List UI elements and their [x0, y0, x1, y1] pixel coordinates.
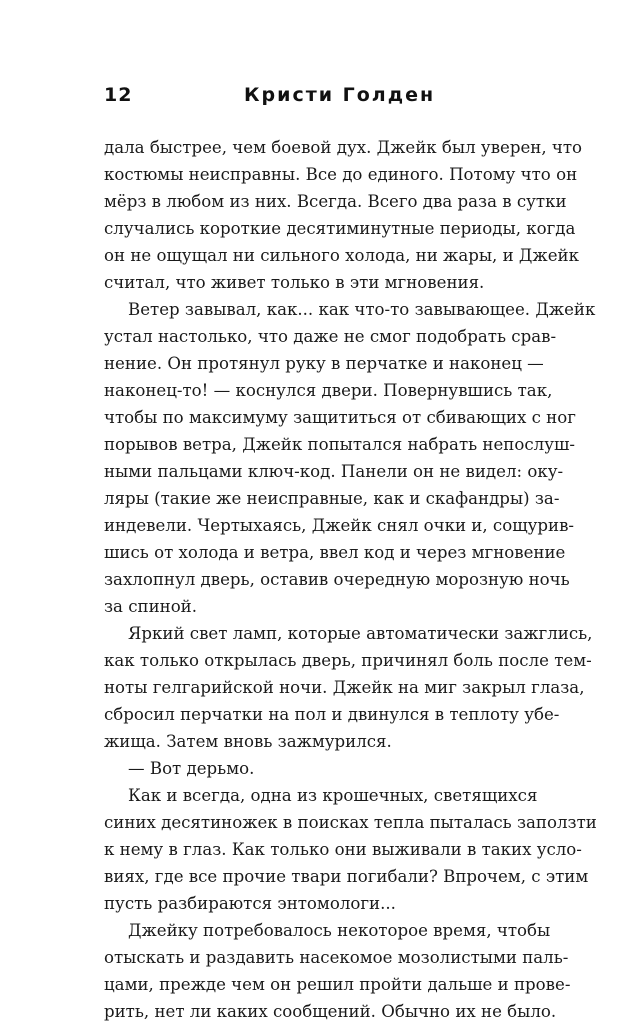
text-line: индевели. Чертыхаясь, Джейк снял очки и, сощурив- — [104, 516, 575, 535]
text-line: устал настолько, что даже не смог подобрать срав- — [104, 327, 557, 346]
paragraph — [104, 620, 593, 755]
text-line: ляры (такие же неисправные, как и скафандры) за- — [104, 489, 560, 508]
page-number: 12 — [104, 84, 133, 106]
text-line: чтобы по максимуму защититься от сбивающих с ног — [104, 408, 576, 427]
text-line: мёрз в любом из них. Всегда. Всего два раза в сутки — [104, 192, 567, 211]
text-line: Ветер завывал, как... как что-то завывающее. Джейк — [128, 300, 596, 319]
text-line: наконец-то! — коснулся двери. Повернувшись так, — [104, 381, 553, 400]
text-line: ноты гелгарийской ночи. Джейк на миг закрыл глаза, — [104, 678, 585, 697]
text-line: Джейку потребовалось некоторое время, чтобы — [128, 921, 551, 940]
text-line: — Вот дерьмо. — [128, 759, 255, 778]
running-head-author: Кристи Голден — [244, 84, 436, 106]
text-line: пусть разбираются энтомологи... — [104, 894, 396, 913]
paragraph — [104, 296, 596, 620]
text-line: к нему в глаз. Как только они выживали в таких усло- — [104, 840, 582, 859]
text-line: Как и всегда, одна из крошечных, светящихся — [128, 786, 538, 805]
text-line: рить, нет ли каких сообщений. Обычно их не было. — [104, 1002, 557, 1021]
text-line: за спиной. — [104, 597, 198, 616]
text-line: Яркий свет ламп, которые автоматически зажглись, — [128, 624, 593, 643]
text-line: жища. Затем вновь зажмурился. — [104, 732, 392, 751]
paragraph — [104, 782, 597, 917]
text-line: синих десятиножек в поисках тепла пыталась заползти — [104, 813, 597, 832]
paragraph — [104, 134, 583, 296]
text-line: как только открылась дверь, причинял боль после тем- — [104, 651, 592, 670]
text-line: захлопнул дверь, оставив очередную морозную ночь — [104, 570, 570, 589]
text-line: он не ощущал ни сильного холода, ни жары, и Джейк — [104, 246, 579, 265]
text-line: костюмы неисправны. Все до единого. Потому что он — [104, 165, 578, 184]
body-text — [104, 134, 597, 1025]
text-line: дала быстрее, чем боевой дух. Джейк был уверен, что — [104, 138, 583, 157]
text-line: цами, прежде чем он решил пройти дальше и прове- — [104, 975, 571, 994]
running-head — [104, 84, 528, 108]
text-line: сбросил перчатки на пол и двинулся в теплоту убе- — [104, 705, 560, 724]
text-line: ными пальцами ключ-код. Панели он не видел: оку- — [104, 462, 564, 481]
paragraph — [104, 917, 571, 1025]
text-line: виях, где все прочие твари погибали? Впрочем, с этим — [104, 867, 589, 886]
text-line: шись от холода и ветра, ввел код и через мгновение — [104, 543, 566, 562]
text-line: отыскать и раздавить насекомое мозолистыми паль- — [104, 948, 569, 967]
text-line: считал, что живет только в эти мгновения. — [104, 273, 485, 292]
text-line: нение. Он протянул руку в перчатке и наконец — — [104, 354, 544, 373]
text-line: случались короткие десятиминутные периоды, когда — [104, 219, 576, 238]
text-line: порывов ветра, Джейк попытался набрать непослуш- — [104, 435, 575, 454]
paragraph — [104, 755, 528, 782]
